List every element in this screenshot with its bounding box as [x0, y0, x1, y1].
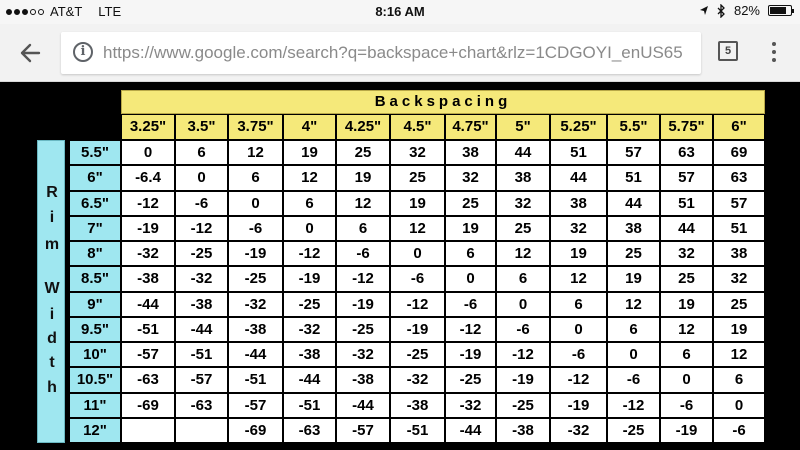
table-cell: 0 [713, 393, 765, 418]
table-cell: 6 [228, 165, 283, 190]
table-cell: -69 [121, 393, 175, 418]
column-header: 3.5" [175, 114, 228, 140]
menu-dot-icon [772, 58, 776, 62]
table-cell: 0 [283, 216, 336, 241]
table-cell: 12 [283, 165, 336, 190]
table-cell: -44 [283, 367, 336, 392]
table-cell: -32 [175, 266, 228, 291]
info-icon[interactable]: i [73, 42, 93, 62]
table-cell: 0 [121, 140, 175, 165]
table-cell: 6 [445, 241, 496, 266]
table-cell: -44 [121, 292, 175, 317]
table-cell: 38 [550, 191, 607, 216]
table-cell: 44 [496, 140, 550, 165]
menu-dot-icon [772, 50, 776, 54]
location-arrow-icon [699, 5, 709, 16]
table-cell: -44 [175, 317, 228, 342]
table-cell: -32 [550, 418, 607, 443]
table-cell: -38 [121, 266, 175, 291]
table-cell: -38 [496, 418, 550, 443]
table-cell: -12 [445, 317, 496, 342]
table-cell: 6 [660, 342, 713, 367]
table-cell: -6 [550, 342, 607, 367]
table-cell: -25 [175, 241, 228, 266]
table-cell: 0 [445, 266, 496, 291]
table-cell: 12 [336, 191, 390, 216]
table-cell: -25 [445, 367, 496, 392]
table-cell: 25 [336, 140, 390, 165]
table-cell: -12 [175, 216, 228, 241]
url-text[interactable]: https://www.google.com/search?q=backspace+chart&rlz=1CDGOYI_enUS65 [103, 43, 683, 62]
overflow-menu-button[interactable] [766, 40, 782, 64]
rim-width-label [37, 140, 65, 443]
table-cell: 12 [550, 266, 607, 291]
table-cell: 19 [283, 140, 336, 165]
table-cell: -51 [390, 418, 445, 443]
row-header: 9.5" [69, 317, 121, 342]
table-cell: -12 [496, 342, 550, 367]
row-header: 7" [69, 216, 121, 241]
backspacing-chart [0, 83, 800, 450]
table-cell: 12 [660, 317, 713, 342]
row-header: 10.5" [69, 367, 121, 392]
table-cell: -32 [121, 241, 175, 266]
row-header: 5.5" [69, 140, 121, 165]
table-cell: 19 [660, 292, 713, 317]
table-cell: 44 [607, 191, 660, 216]
table-cell: 25 [496, 216, 550, 241]
table-cell: 19 [390, 191, 445, 216]
table-cell: -57 [336, 418, 390, 443]
row-header: 8.5" [69, 266, 121, 291]
rim-width-letter: R [46, 184, 58, 201]
row-header: 9" [69, 292, 121, 317]
rim-width-letter: h [47, 379, 57, 396]
table-cell [175, 418, 228, 443]
browser-toolbar [0, 24, 800, 82]
table-cell: -6 [496, 317, 550, 342]
table-cell: -6 [660, 393, 713, 418]
rim-width-letter: i [49, 209, 55, 226]
page-content [0, 83, 800, 450]
table-cell: -6.4 [121, 165, 175, 190]
table-cell: 32 [445, 165, 496, 190]
table-cell: 12 [390, 216, 445, 241]
table-cell: 32 [390, 140, 445, 165]
table-cell: 19 [445, 216, 496, 241]
table-cell: -44 [336, 393, 390, 418]
table-cell: -19 [283, 266, 336, 291]
table-cell: 0 [390, 241, 445, 266]
table-cell: -44 [445, 418, 496, 443]
column-header: 5.75" [660, 114, 713, 140]
rim-width-letter: W [44, 280, 60, 297]
table-cell: 25 [713, 292, 765, 317]
table-cell: -51 [228, 367, 283, 392]
table-cell: -6 [228, 216, 283, 241]
table-cell: 69 [713, 140, 765, 165]
table-cell: -63 [283, 418, 336, 443]
table-cell: -38 [390, 393, 445, 418]
table-cell: -25 [496, 393, 550, 418]
table-cell: 38 [445, 140, 496, 165]
table-cell: -51 [175, 342, 228, 367]
row-header: 6.5" [69, 191, 121, 216]
table-cell: 25 [445, 191, 496, 216]
carrier-label: AT&T [50, 4, 83, 19]
table-cell: -32 [283, 317, 336, 342]
table-cell: 6 [496, 266, 550, 291]
table-cell: -19 [445, 342, 496, 367]
table-cell: 0 [607, 342, 660, 367]
clock: 8:16 AM [375, 4, 425, 19]
table-cell: -25 [607, 418, 660, 443]
rim-width-letter: i [49, 306, 55, 323]
table-cell: -51 [283, 393, 336, 418]
table-cell: 0 [175, 165, 228, 190]
row-header: 6" [69, 165, 121, 190]
table-cell: -19 [121, 216, 175, 241]
table-cell: -38 [175, 292, 228, 317]
table-cell: 12 [496, 241, 550, 266]
table-cell: 51 [607, 165, 660, 190]
table-cell: -19 [550, 393, 607, 418]
table-cell: 25 [607, 241, 660, 266]
table-cell: -12 [607, 393, 660, 418]
table-cell: 51 [550, 140, 607, 165]
back-arrow-icon [19, 43, 41, 63]
table-cell: 0 [228, 191, 283, 216]
row-header: 11" [69, 393, 121, 418]
rim-width-letter: t [49, 354, 55, 371]
table-cell: -12 [336, 266, 390, 291]
table-cell: 19 [713, 317, 765, 342]
table-cell: 0 [660, 367, 713, 392]
table-cell: 6 [283, 191, 336, 216]
table-cell: -6 [713, 418, 765, 443]
address-bar[interactable] [61, 32, 701, 74]
table-cell: -25 [390, 342, 445, 367]
menu-dot-icon [772, 42, 776, 46]
table-cell: -25 [228, 266, 283, 291]
table-cell: 38 [607, 216, 660, 241]
table-cell: -6 [445, 292, 496, 317]
table-cell: -6 [175, 191, 228, 216]
table-cell: 51 [713, 216, 765, 241]
table-cell: -63 [121, 367, 175, 392]
table-cell: 6 [175, 140, 228, 165]
row-header: 8" [69, 241, 121, 266]
column-header: 6" [713, 114, 765, 140]
table-cell: 57 [607, 140, 660, 165]
table-cell: -38 [283, 342, 336, 367]
table-cell: -32 [336, 342, 390, 367]
battery-icon [768, 5, 792, 16]
table-cell: 63 [660, 140, 713, 165]
table-cell: -12 [390, 292, 445, 317]
table-cell: 32 [713, 266, 765, 291]
table-cell [121, 418, 175, 443]
table-cell: -63 [175, 393, 228, 418]
table-cell: -6 [390, 266, 445, 291]
status-right [699, 3, 792, 18]
table-cell: 32 [550, 216, 607, 241]
table-cell: -69 [228, 418, 283, 443]
column-header: 5" [496, 114, 550, 140]
table-cell: 6 [607, 317, 660, 342]
table-cell: -19 [496, 367, 550, 392]
column-header: 3.75" [228, 114, 283, 140]
table-cell: 12 [607, 292, 660, 317]
table-cell: -57 [175, 367, 228, 392]
table-cell: 44 [660, 216, 713, 241]
table-cell: 19 [336, 165, 390, 190]
table-cell: 12 [713, 342, 765, 367]
table-cell: 19 [607, 266, 660, 291]
tab-switcher-button[interactable]: 5 [718, 41, 738, 61]
table-cell: -19 [336, 292, 390, 317]
table-cell: 25 [660, 266, 713, 291]
battery-level-fill [770, 7, 786, 14]
table-cell: 63 [713, 165, 765, 190]
status-bar [0, 0, 800, 24]
bluetooth-icon [717, 4, 726, 18]
battery-percent: 82% [733, 3, 760, 18]
table-cell: -51 [121, 317, 175, 342]
chart-title: Backspacing [121, 90, 765, 114]
table-cell: -25 [283, 292, 336, 317]
table-cell: 0 [496, 292, 550, 317]
table-cell: -25 [336, 317, 390, 342]
table-cell: -19 [660, 418, 713, 443]
row-header: 10" [69, 342, 121, 367]
column-header: 4.75" [445, 114, 496, 140]
table-cell: 32 [660, 241, 713, 266]
table-cell: 0 [550, 317, 607, 342]
table-cell: 57 [713, 191, 765, 216]
back-button[interactable] [14, 38, 46, 68]
rim-width-letter: d [47, 330, 57, 347]
table-cell: 6 [550, 292, 607, 317]
column-header: 5.5" [607, 114, 660, 140]
column-header: 3.25" [121, 114, 175, 140]
table-cell: 19 [550, 241, 607, 266]
table-cell: -57 [228, 393, 283, 418]
table-cell: -38 [228, 317, 283, 342]
table-cell: -32 [390, 367, 445, 392]
column-header: 4.5" [390, 114, 445, 140]
row-header: 12" [69, 418, 121, 443]
table-cell: 12 [228, 140, 283, 165]
rim-width-letter: m [44, 236, 60, 253]
table-cell: 6 [336, 216, 390, 241]
column-header: 5.25" [550, 114, 607, 140]
table-cell: -12 [550, 367, 607, 392]
column-header: 4" [283, 114, 336, 140]
table-cell: 51 [660, 191, 713, 216]
table-cell: -57 [121, 342, 175, 367]
table-cell: 38 [496, 165, 550, 190]
table-cell: -38 [336, 367, 390, 392]
table-cell: -12 [283, 241, 336, 266]
table-cell: 6 [713, 367, 765, 392]
table-cell: -12 [121, 191, 175, 216]
table-cell: -19 [390, 317, 445, 342]
column-header: 4.25" [336, 114, 390, 140]
table-cell: -6 [336, 241, 390, 266]
table-cell: 25 [390, 165, 445, 190]
table-cell: 38 [713, 241, 765, 266]
table-cell: -44 [228, 342, 283, 367]
table-cell: -32 [228, 292, 283, 317]
table-cell: 32 [496, 191, 550, 216]
table-cell: -19 [228, 241, 283, 266]
table-cell: 44 [550, 165, 607, 190]
network-label: LTE [98, 4, 122, 19]
table-cell: -6 [607, 367, 660, 392]
table-cell: 57 [660, 165, 713, 190]
table-cell: -32 [445, 393, 496, 418]
